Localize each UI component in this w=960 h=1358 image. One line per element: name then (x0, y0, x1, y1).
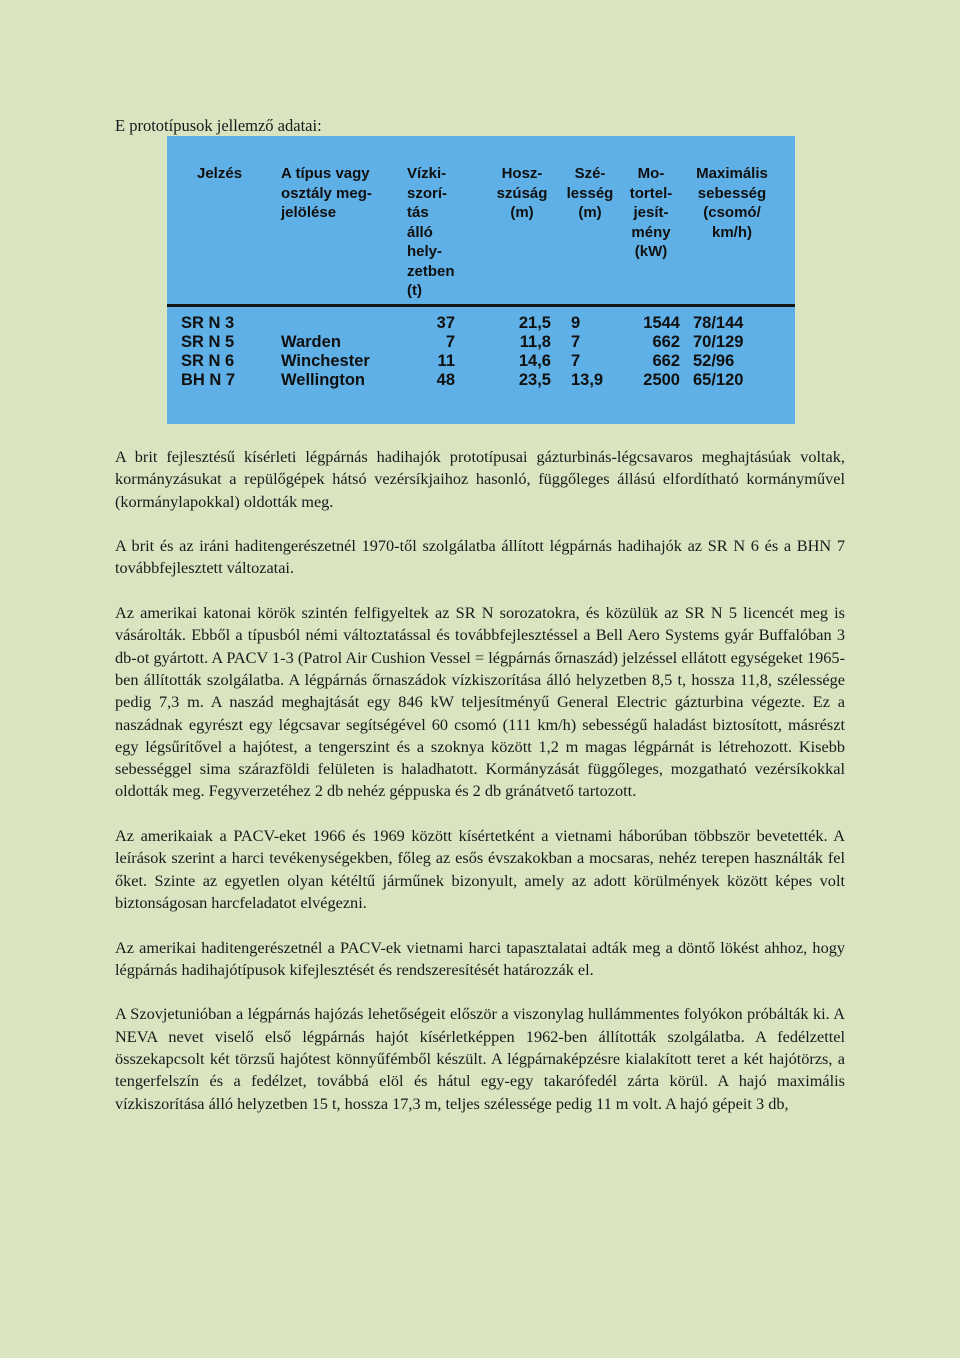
table-row (167, 313, 795, 334)
header-type-name: A típus vagy osztály meg- jelölése (281, 165, 372, 221)
header-displacement: Vízki- szorí- tás álló hely- zetben (t) (407, 165, 455, 299)
table-row (167, 332, 795, 353)
cell-type-name: Winchester (281, 352, 370, 370)
cell-displacement: 48 (436, 371, 455, 389)
cell-type-name: Warden (281, 333, 341, 351)
cell-engine-power: 662 (652, 333, 680, 351)
paragraph: Az amerikai katonai körök szintén felfigyeltek az SR N sorozatokra, és közülük az SR N 5 licencét meg is vásárolták. Ebből a típusból némi változtatással és továbbfejlesztéssel a Bell Aero Systems gyár Buffalóban 3 db-ot gyártott. A PACV 1-3 (Patrol Air Cushion Vessel = légpárnás őrnaszád) jelzéssel ellátott egységeket 1965-ben állították szolgálatba. A légpárnás őrnaszádok vízkiszorítása álló helyzetben 8,5 t, hossza 11,8, szélessége pedig 7,3 m. A naszád meghajtását egy 846 kW teljesítményű General Electric gázturbina végezte. Ez a naszádnak egyrészt egy légcsavar segítségével 60 csomó (111 km/h) sebességű haladást biztosított, másrészt egy légsűrítővel a hajótest, a tengerszint és a szoknya között 1,2 m magas légpárnát is létrehozott. Kisebb sebességgel sima szárazföldi felületen is haladhatott. Kormányzását függőleges, mozgatható vezérsíkokkal oldották meg. Fegyverzetéhez 2 db nehéz géppuska és 2 db gránátvető tartozott. (115, 603, 845, 801)
cell-designation: BH N 7 (181, 371, 236, 389)
cell-length: 14,6 (518, 352, 551, 370)
cell-type-name: Wellington (281, 371, 366, 389)
header-engine-power: Mo- tortel- jesít- mény (kW) (629, 165, 673, 260)
cell-displacement: 37 (436, 314, 455, 332)
section-heading: E prototípusok jellemző adatai: (115, 116, 322, 135)
cell-designation: SR N 6 (181, 352, 235, 370)
paragraph: A brit és az iráni haditengerészetnél 1970-től szolgálatba állított légpárnás hadihajók az SR N 6 és a BHN 7 továbbfejlesztett változatai. (115, 536, 845, 578)
prototype-data-table (167, 136, 795, 424)
cell-length: 11,8 (519, 333, 551, 351)
cell-designation: SR N 5 (181, 333, 235, 351)
paragraph: Az amerikai haditengerészetnél a PACV-ek vietnami harci tapasztalatai adták meg a döntő lökést ahhoz, hogy légpárnás hadihajótípusok kifejlesztését és rendszeresítését határozzák el. (115, 937, 845, 979)
table-row (167, 351, 795, 372)
paragraph: A brit fejlesztésű kísérleti légpárnás hadihajók prototípusai gázturbinás-légcsavaros meghajtásúak voltak, kormányzásukat a repülőgépek hátsó vezérsíkjaihoz hasonló, függőleges állású elfordítható kormányművel (kormánylapokkal) oldották meg. (115, 447, 845, 511)
cell-displacement: 7 (445, 333, 455, 351)
body-text (115, 446, 845, 1115)
cell-engine-power: 2500 (643, 371, 680, 389)
header-width: Szé- lesség (m) (566, 165, 614, 221)
table-row (167, 370, 795, 391)
cell-max-speed: 65/120 (693, 371, 744, 389)
cell-width: 7 (571, 352, 581, 370)
table-divider (167, 304, 795, 307)
cell-width: 7 (571, 333, 581, 351)
cell-max-speed: 52/96 (693, 352, 735, 370)
cell-max-speed: 70/129 (693, 333, 744, 351)
cell-engine-power: 1544 (643, 314, 680, 332)
cell-width: 13,9 (571, 371, 604, 389)
cell-length: 21,5 (518, 314, 551, 332)
cell-engine-power: 662 (652, 352, 680, 370)
cell-max-speed: 78/144 (693, 314, 744, 332)
cell-width: 9 (571, 314, 581, 332)
header-max-speed: Maximális sebesség (csomó/ km/h) (696, 165, 768, 241)
cell-displacement: 11 (437, 352, 455, 370)
cell-length: 23,5 (518, 371, 551, 389)
cell-designation: SR N 3 (181, 314, 235, 332)
paragraph: Az amerikaiak a PACV-eket 1966 és 1969 között kísértetként a vietnami háborúban többször bevetették. A leírások szerint a harci tevékenységekben, főleg az esős évszakokban a mocsaras, nehéz terepen használták fel őket. Szinte az egyetlen olyan kétéltű járműnek bizonyult, amely az adott körülmények között képes volt biztonságosan harcfeladatot elvégezni. (115, 826, 845, 912)
header-designation: Jelzés (197, 165, 243, 182)
header-length: Hosz- szúság (m) (496, 165, 548, 221)
paragraph: A Szovjetunióban a légpárnás hajózás lehetőségeit először a viszonylag hullámmentes folyókon próbálták ki. A NEVA nevet viselő első légpárnás hajót kísérletképpen 1962-ben állították szolgálatba. A fedélzettel összekapcsolt két törzsű hajótest könnyűfémből készült. A légpárnaképzésre kialakított teret a két hajótörzs, a tengerfelszín és a fedélzet, továbbá elöl és hátul egy-egy takarófedél zárta körül. A hajó maximális vízkiszorítása álló helyzetben 15 t, hossza 17,3 m, teljes szélessége pedig 11 m volt. A hajó gépeit 3 db, (115, 1004, 845, 1113)
